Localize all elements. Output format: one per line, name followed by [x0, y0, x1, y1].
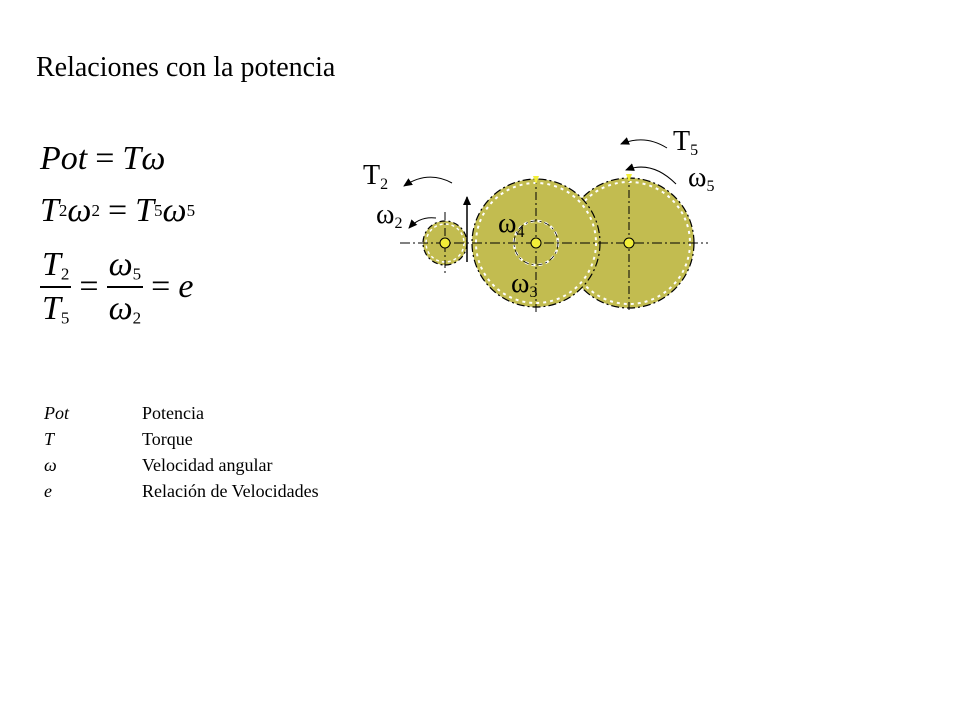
- frac1-num: T: [42, 246, 61, 283]
- label-t5-sub: 5: [690, 141, 699, 159]
- eq2-w5-sub: 5: [186, 201, 196, 220]
- label-omega2: [376, 199, 402, 233]
- eq1-lhs: Pot: [40, 140, 88, 177]
- t5-arrow: [621, 140, 667, 148]
- eq2-t-sub: 2: [58, 201, 68, 220]
- frac2-num-sub: 5: [132, 264, 142, 284]
- label-omega4: [498, 208, 524, 242]
- legend-symbol: e: [44, 481, 52, 501]
- gear-5-hub: [624, 238, 634, 248]
- legend-meaning: Relación de Velocidades: [142, 481, 319, 501]
- eq3-op1: =: [79, 268, 99, 306]
- label-t5: [673, 126, 698, 160]
- label-omega4-sub: 4: [516, 223, 525, 241]
- frac2-num: ω: [108, 246, 133, 283]
- legend-meaning: Potencia: [142, 403, 204, 423]
- label-t2: [363, 160, 388, 194]
- eq2-t: T: [40, 192, 59, 229]
- gear-3-hub: [531, 238, 541, 248]
- legend-symbol: T: [44, 429, 55, 449]
- label-omega4-main: ω: [498, 208, 517, 239]
- t2-arrow: [404, 177, 452, 186]
- label-t2-sub: 2: [380, 175, 389, 193]
- label-omega3-main: ω: [511, 268, 530, 299]
- frac1-den: T: [42, 290, 61, 328]
- label-omega2-main: ω: [376, 199, 395, 230]
- eq2-w: ω: [67, 192, 92, 229]
- eq3-op2: =: [151, 268, 171, 306]
- label-omega2-sub: 2: [394, 214, 403, 232]
- legend-meaning: Velocidad angular: [142, 455, 273, 475]
- eq2-t5-sub: 5: [154, 201, 163, 220]
- eq3-rhs: e: [178, 268, 194, 306]
- eq2-w-sub: 2: [91, 201, 100, 220]
- legend-symbol: Pot: [44, 403, 69, 423]
- eq1-torque: T: [122, 140, 142, 177]
- legend-symbol: ω: [44, 455, 57, 475]
- eq1-op: =: [95, 140, 115, 177]
- frac1-den-sub: 5: [60, 308, 70, 328]
- label-omega5-sub: 5: [706, 177, 715, 195]
- label-omega3: [511, 268, 537, 302]
- label-t2-main: T: [363, 160, 381, 191]
- page-title: Relaciones con la potencia: [36, 52, 336, 83]
- frac1-num-sub: 2: [60, 264, 70, 284]
- legend-meaning: Torque: [142, 429, 193, 449]
- label-omega5-main: ω: [688, 162, 707, 193]
- eq2-w5: ω: [162, 192, 187, 229]
- frac2-den-sub: 2: [132, 308, 142, 328]
- eq2-t5: T: [135, 192, 155, 229]
- eq1-omega: ω: [141, 140, 166, 177]
- label-omega3-sub: 3: [529, 283, 538, 301]
- eq2-op: =: [107, 192, 128, 229]
- label-omega5: [688, 162, 714, 196]
- label-t5-main: T: [673, 126, 691, 157]
- frac2-den: ω: [108, 290, 133, 328]
- gear-2-hub: [440, 238, 450, 248]
